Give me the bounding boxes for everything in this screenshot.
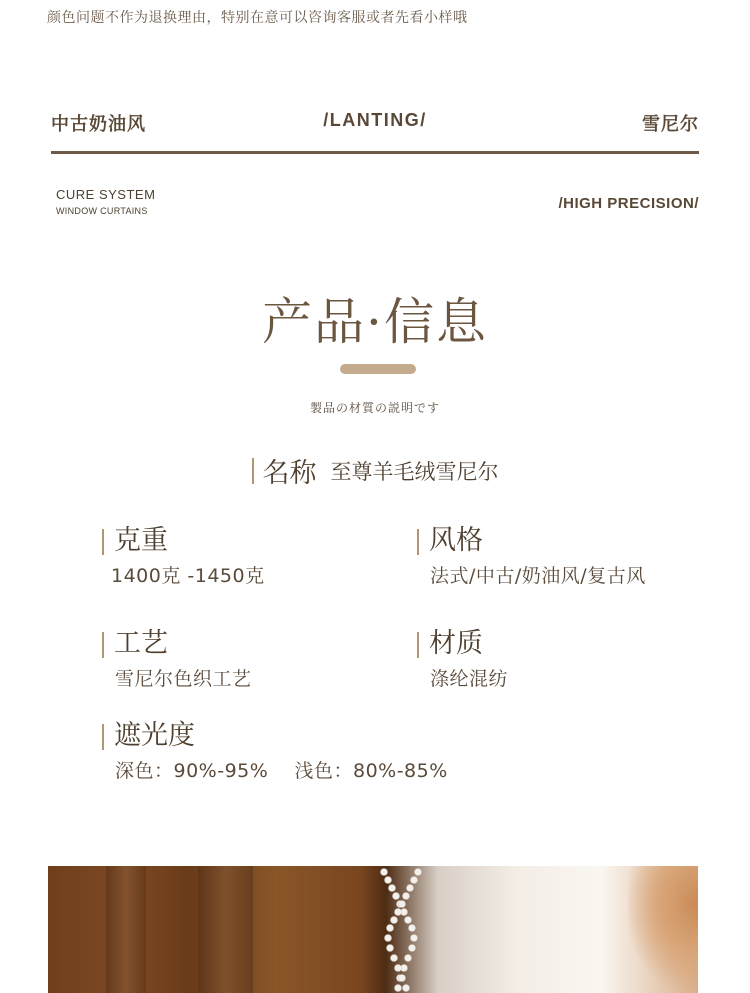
accent-bar <box>417 632 419 658</box>
product-name-row <box>0 451 750 490</box>
spec-label-text: 工艺 <box>114 628 168 659</box>
curtain-fold <box>106 866 146 993</box>
curtain-fold <box>198 866 253 993</box>
header-divider <box>51 151 699 154</box>
spec-label-material <box>417 621 483 660</box>
spec-value-style: 法式/中古/奶油风/复古风 <box>430 565 646 587</box>
name-label: 名称 <box>262 458 317 489</box>
style-tag: 中古奶油风 <box>51 114 146 135</box>
spec-value-craft: 雪尼尔色织工艺 <box>115 668 252 690</box>
accent-bar <box>102 529 104 555</box>
accent-bar <box>102 632 104 658</box>
spec-label-weight <box>102 518 168 557</box>
curtain-edge <box>628 866 698 993</box>
spec-value-weight: 1400克 -1450克 <box>111 565 265 587</box>
spec-label-text: 遮光度 <box>114 720 195 751</box>
section-title: 产品·信息 <box>262 293 488 351</box>
fabric-tag: 雪尼尔 <box>642 114 699 135</box>
spec-label-craft <box>102 621 168 660</box>
accent-bar <box>417 529 419 555</box>
brand-title: CURE SYSTEM <box>56 187 156 202</box>
spec-label-text: 风格 <box>429 525 483 556</box>
spec-value-material: 涤纶混纺 <box>430 668 509 690</box>
notice-text: 颜色问题不作为退换理由，特别在意可以咨询客服或者先看小样哦 <box>47 10 468 26</box>
spec-label-text: 克重 <box>114 525 168 556</box>
spec-label-text: 材质 <box>429 628 483 659</box>
product-photo <box>48 866 698 993</box>
name-value: 至尊羊毛绒雪尼尔 <box>330 459 499 484</box>
section-subtitle: 製品の材質の説明です <box>309 401 440 415</box>
title-accent-bar <box>340 364 416 374</box>
accent-bar <box>102 724 104 750</box>
brand-subtitle: WINDOW CURTAINS <box>56 206 148 216</box>
spec-label-style <box>417 518 483 557</box>
bead-tieback-image <box>378 866 424 993</box>
spec-value-blackout: 深色：90%-95% 浅色：80%-85% <box>115 760 448 782</box>
spec-label-blackout <box>102 713 195 752</box>
accent-bar <box>252 458 254 484</box>
precision-tag: /HIGH PRECISION/ <box>558 195 699 212</box>
brand-tag: /LANTING/ <box>323 110 427 130</box>
